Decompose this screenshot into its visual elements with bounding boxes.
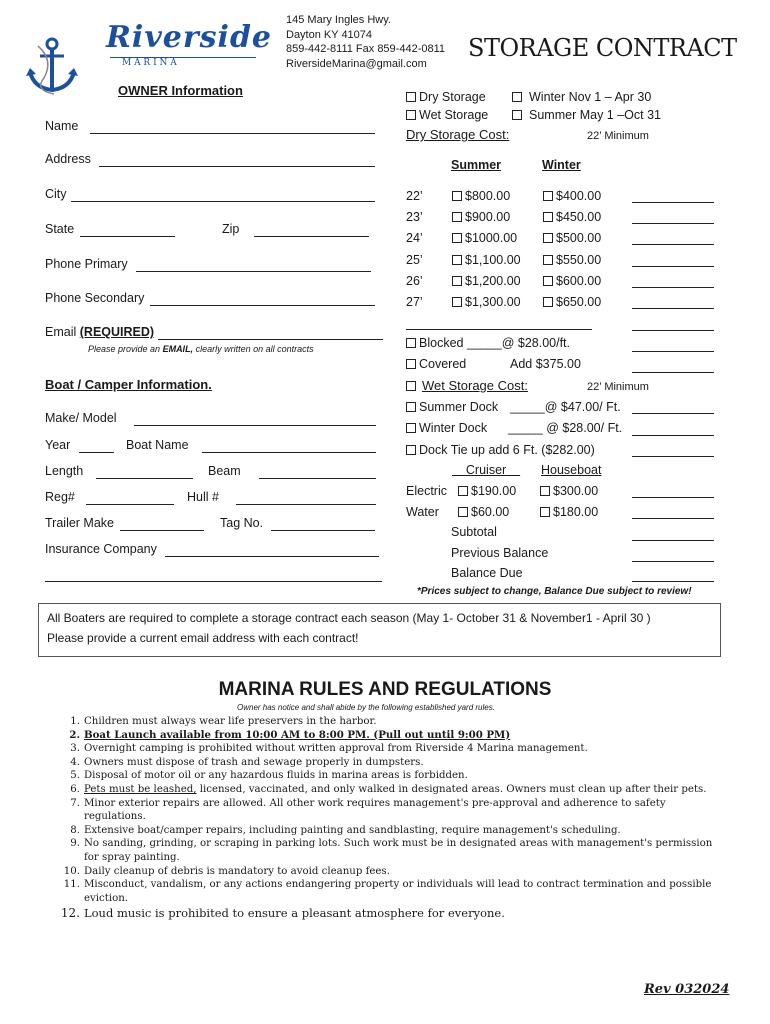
winter-rate-checkbox[interactable] xyxy=(543,276,553,286)
dock-tie-total-field[interactable] xyxy=(632,445,714,457)
winter-checkbox[interactable] xyxy=(512,92,522,102)
rate-total-field[interactable] xyxy=(632,297,714,309)
wet-cost-checkbox[interactable] xyxy=(406,381,416,391)
address-field[interactable] xyxy=(99,155,375,167)
summer-rate-checkbox[interactable] xyxy=(452,255,462,265)
subtotal-field[interactable] xyxy=(632,529,714,541)
summer-rate-checkbox[interactable] xyxy=(452,212,462,222)
covered-total-field[interactable] xyxy=(632,361,714,373)
logo-sub: M A R I N A xyxy=(122,58,177,68)
covered-add-label: Add $375.00 xyxy=(510,357,581,371)
previous-balance-field[interactable] xyxy=(632,550,714,562)
summer-rate: $1,200.00 xyxy=(465,274,521,288)
water-houseboat-rate: $180.00 xyxy=(553,505,599,519)
trailer-make-label: Trailer Make xyxy=(45,516,114,530)
dock-tie-label: Dock Tie up add 6 Ft. ($282.00) xyxy=(419,443,595,457)
rules-subtitle: Owner has notice and shall abide by the following established yard rules. xyxy=(237,703,495,712)
dry-cost-heading: Dry Storage Cost: xyxy=(406,127,510,142)
winter-dock-checkbox[interactable] xyxy=(406,423,416,433)
rate-row: 26’ xyxy=(406,274,423,288)
insurance-label: Insurance Company xyxy=(45,542,157,556)
state-field[interactable] xyxy=(80,225,175,237)
balance-due-field[interactable] xyxy=(632,570,714,582)
rate-total-field[interactable] xyxy=(632,212,714,224)
tag-no-label: Tag No. xyxy=(220,516,264,530)
summer-dock-label: Summer Dock xyxy=(419,400,499,414)
col-houseboat: Houseboat xyxy=(541,463,602,477)
col-cruiser: Cruiser xyxy=(465,463,507,477)
covered-label: Covered xyxy=(419,357,467,371)
custom-size-field[interactable] xyxy=(406,318,592,330)
rate-total-field[interactable] xyxy=(632,255,714,267)
notice-line-1: All Boaters are required to complete a storage contract each season (May 1- October 31 & November1 - April 30 ) xyxy=(47,611,651,625)
address-line: 145 Mary Ingles Hwy. xyxy=(286,14,391,26)
phone-primary-field[interactable] xyxy=(136,260,371,272)
revision-label: Rev 032024 xyxy=(644,982,730,997)
page-title: STORAGE CONTRACT xyxy=(468,34,737,62)
notice-line-2: Please provide a current email address with each contract! xyxy=(47,631,359,645)
subtotal-label: Subtotal xyxy=(451,525,497,539)
anchor-logo-icon xyxy=(24,36,80,96)
winter-rate: $450.00 xyxy=(556,210,602,224)
electric-houseboat-checkbox[interactable] xyxy=(540,486,550,496)
rule-item: 3. Overnight camping is prohibited without written approval from Riverside 4 Marina management. xyxy=(70,743,588,755)
year-label: Year xyxy=(45,438,71,452)
hull-field[interactable] xyxy=(236,493,376,505)
summer-rate-checkbox[interactable] xyxy=(452,276,462,286)
rules-list xyxy=(60,715,730,921)
boat-name-label: Boat Name xyxy=(126,438,189,452)
water-cruiser-rate: $60.00 xyxy=(471,505,510,519)
city-field[interactable] xyxy=(71,190,375,202)
rule-item: 4. Owners must dispose of trash and sewage properly in dumpsters. xyxy=(70,756,424,768)
winter-dock-total-field[interactable] xyxy=(632,424,714,436)
summer-rate: $1000.00 xyxy=(465,231,518,245)
rate-row: 27’ xyxy=(406,295,423,309)
notice-box xyxy=(38,603,721,657)
winter-dock-label: Winter Dock xyxy=(419,421,488,435)
make-model-field[interactable] xyxy=(134,414,376,426)
rate-row: 25’ xyxy=(406,253,423,267)
phone-line: 859-442-8111 Fax 859-442-0811 xyxy=(286,43,446,55)
hull-label: Hull # xyxy=(187,490,219,504)
city-label: City xyxy=(45,187,67,201)
winter-rate: $600.00 xyxy=(556,274,602,288)
zip-field[interactable] xyxy=(254,225,369,237)
email-note: Please provide an EMAIL, clearly written on all contracts xyxy=(88,344,314,354)
phone-primary-label: Phone Primary xyxy=(45,257,128,271)
rule-item: 12. Loud music is prohibited to ensure a pleasant atmosphere for everyone. xyxy=(60,906,505,921)
covered-checkbox[interactable] xyxy=(406,359,416,369)
winter-rate-checkbox[interactable] xyxy=(543,233,553,243)
summer-label: Summer May 1 –Oct 31 xyxy=(529,108,661,122)
custom-total-field[interactable] xyxy=(632,319,714,331)
dry-storage-label: Dry Storage xyxy=(419,90,486,104)
summer-dock-rate: _____@ $47.00/ Ft. xyxy=(510,400,621,414)
summer-rate: $800.00 xyxy=(465,189,511,203)
winter-rate: $500.00 xyxy=(556,231,602,245)
email-required-label: (REQUIRED) xyxy=(79,325,155,339)
rate-total-field[interactable] xyxy=(632,276,714,288)
rule-item: 10. Daily cleanup of debris is mandatory to avoid cleanup fees. xyxy=(63,865,390,877)
wet-storage-checkbox[interactable] xyxy=(406,110,416,120)
electric-cruiser-rate: $190.00 xyxy=(471,484,517,498)
winter-label: Winter Nov 1 – Apr 30 xyxy=(529,90,652,104)
col-winter: Winter xyxy=(542,158,581,172)
make-model-label: Make/ Model xyxy=(45,411,117,425)
summer-dock-checkbox[interactable] xyxy=(406,402,416,412)
reg-field[interactable] xyxy=(86,493,174,505)
balance-due-label: Balance Due xyxy=(451,566,523,580)
rate-row: 23’ xyxy=(406,210,423,224)
winter-dock-rate: _____ @ $28.00/ Ft. xyxy=(508,421,623,435)
rule-item: 2. Boat Launch available from 10:00 AM to 8:00 PM. (Pull out until 9:00 PM) xyxy=(69,728,511,741)
email-field[interactable] xyxy=(158,328,383,340)
logo-text: Riverside xyxy=(106,20,273,55)
winter-rate: $550.00 xyxy=(556,253,602,267)
winter-rate: $650.00 xyxy=(556,295,602,309)
address-line: Dayton KY 41074 xyxy=(286,28,373,41)
rules-title: MARINA RULES AND REGULATIONS xyxy=(218,679,552,700)
tag-no-field[interactable] xyxy=(271,519,375,531)
address-label: Address xyxy=(45,152,91,166)
rule-item: 7. Minor exterior repairs are allowed. All other work requires management's pre-approval and adherence to safety regulations. xyxy=(70,797,666,823)
owner-heading: OWNER Information xyxy=(118,83,243,98)
dry-min-label: 22’ Minimum xyxy=(587,130,649,142)
email-line: RiversideMarina@gmail.com xyxy=(286,57,427,70)
summer-rate: $1,300.00 xyxy=(465,295,521,309)
winter-rate-checkbox[interactable] xyxy=(543,297,553,307)
rule-item: 8. Extensive boat/camper repairs, including painting and sandblasting, require management's scheduling. xyxy=(70,824,621,836)
beam-label: Beam xyxy=(208,464,241,478)
rate-total-field[interactable] xyxy=(632,233,714,245)
col-summer: Summer xyxy=(451,158,502,172)
length-label: Length xyxy=(45,464,84,478)
logo-wordmark xyxy=(106,20,273,68)
summer-dock-total-field[interactable] xyxy=(632,402,714,414)
beam-field[interactable] xyxy=(259,467,376,479)
wet-min-label: 22’ Minimum xyxy=(587,381,649,393)
summer-checkbox[interactable] xyxy=(512,110,522,120)
zip-label: Zip xyxy=(222,222,240,236)
prices-note: *Prices subject to change, Balance Due subject to review! xyxy=(417,586,692,597)
name-label: Name xyxy=(45,119,79,133)
rule-item: 1. Children must always wear life preservers in the harbor. xyxy=(70,716,377,727)
address-block xyxy=(286,13,445,71)
summer-rate: $900.00 xyxy=(465,210,511,224)
rule-item: 11. Misconduct, vandalism, or any actions endangering property or individuals will lead to contract termination and possible eviction. xyxy=(63,879,712,904)
phone-secondary-label: Phone Secondary xyxy=(45,291,145,305)
reg-label: Reg# xyxy=(45,490,75,504)
dry-storage-checkbox[interactable] xyxy=(406,92,416,102)
electric-cruiser-checkbox[interactable] xyxy=(458,486,468,496)
name-field[interactable] xyxy=(90,122,375,134)
summer-rate-checkbox[interactable] xyxy=(452,191,462,201)
winter-rate-checkbox[interactable] xyxy=(543,212,553,222)
blocked-label: Blocked _____@ $28.00/ft. xyxy=(419,336,570,350)
dock-tie-checkbox[interactable] xyxy=(406,445,416,455)
water-label: Water xyxy=(406,505,439,519)
water-houseboat-checkbox[interactable] xyxy=(540,507,550,517)
summer-rate-checkbox[interactable] xyxy=(452,233,462,243)
previous-balance-label: Previous Balance xyxy=(451,546,549,560)
year-field[interactable] xyxy=(79,441,114,453)
electric-label: Electric xyxy=(406,484,447,498)
length-field[interactable] xyxy=(96,467,193,479)
boat-name-field[interactable] xyxy=(202,441,376,453)
summer-rate-checkbox[interactable] xyxy=(452,297,462,307)
water-cruiser-checkbox[interactable] xyxy=(458,507,468,517)
boat-heading: Boat / Camper Information. xyxy=(45,377,212,392)
insurance-field-2[interactable] xyxy=(45,570,382,582)
winter-rate-checkbox[interactable] xyxy=(543,255,553,265)
rule-item: 9. No sanding, grinding, or scraping in parking lots. Such work must be in designated areas with management's permission for spray painting. xyxy=(70,838,713,863)
rule-item: 5. Disposal of motor oil or any hazardous fluids in marina areas is forbidden. xyxy=(70,770,468,782)
blocked-checkbox[interactable] xyxy=(406,338,416,348)
winter-rate: $400.00 xyxy=(556,189,602,203)
wet-storage-label: Wet Storage xyxy=(419,108,489,122)
rate-total-field[interactable] xyxy=(632,191,714,203)
electric-total-field[interactable] xyxy=(632,486,714,498)
rule-item: 6. Pets must be leashed, licensed, vaccinated, and only walked in designated areas. Owners must clean up after their pets. xyxy=(70,783,707,795)
rate-row: 24’ xyxy=(406,231,423,245)
trailer-make-field[interactable] xyxy=(120,519,204,531)
blocked-total-field[interactable] xyxy=(632,340,714,352)
summer-rate: $1,100.00 xyxy=(465,253,521,267)
insurance-field[interactable] xyxy=(165,545,379,557)
wet-cost-heading: Wet Storage Cost: xyxy=(422,378,528,393)
rate-row: 22’ xyxy=(406,189,423,203)
phone-secondary-field[interactable] xyxy=(150,294,375,306)
electric-houseboat-rate: $300.00 xyxy=(553,484,599,498)
state-label: State xyxy=(45,222,75,236)
water-total-field[interactable] xyxy=(632,507,714,519)
email-label: Email xyxy=(45,325,77,339)
winter-rate-checkbox[interactable] xyxy=(543,191,553,201)
